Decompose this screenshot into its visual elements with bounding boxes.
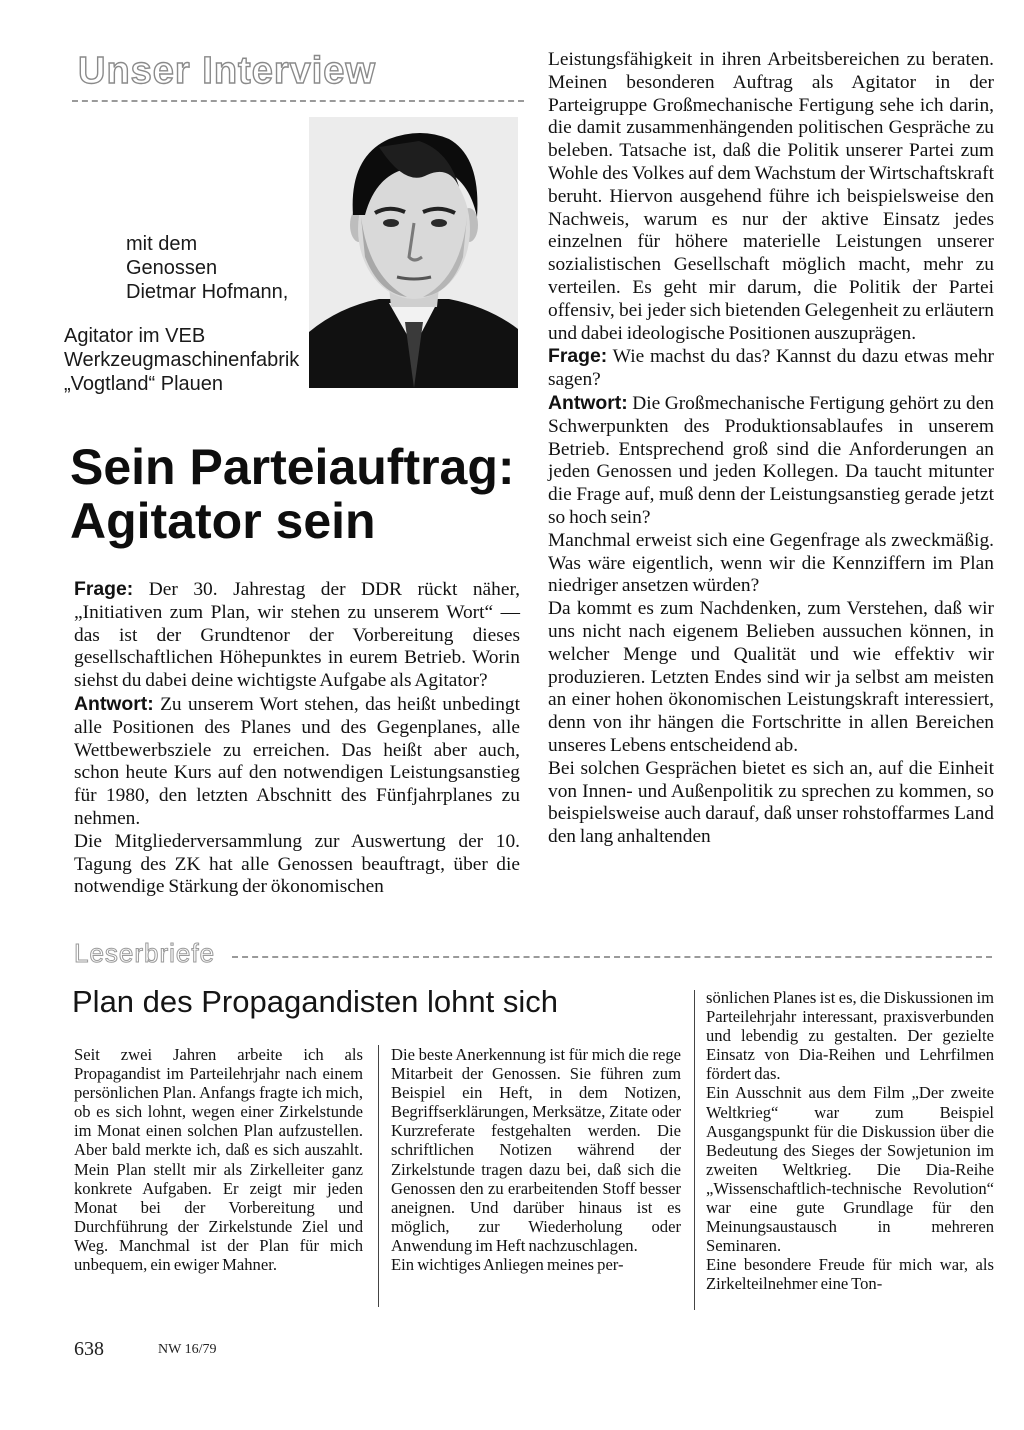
section-rule — [72, 100, 524, 102]
section-kicker-letters: Leserbriefe — [74, 938, 216, 968]
paragraph-text: Die Großmechanische Fertigung gehört zu den Schwerpunkten des Produktionsablaufes in unserem Betrieb. Entsprechend groß sind die Anforderungen an jeden Genossen und jeden Kollegen. Da taucht mitunter die Frage auf, muß denn der Leistungsanstieg gerade jetzt so hoch sein? — [548, 392, 994, 528]
column-divider — [378, 1045, 379, 1307]
paragraph-text: Wie machst du das? Kannst du dazu etwas mehr sagen? — [548, 346, 994, 391]
portrait-image — [309, 117, 518, 388]
issue-label: NW 16/79 — [158, 1342, 217, 1357]
interview-paragraph — [548, 598, 994, 758]
section-rule — [232, 956, 992, 958]
column-divider — [694, 990, 695, 1310]
letters-headline: Plan des Propagandisten lohnt sich — [72, 984, 558, 1019]
interview-paragraph — [548, 392, 994, 530]
paragraph-text: Zu unserem Wort stehen, das heißt unbedingt alle Positionen des Planes und des Gegenplanes, alle Wettbewerbsziele zu erreichen. Das heißt aber auch, schon heute Kurs auf den notwendigen Leistungsanstieg für 1980, den letzten Abschnitt des Fünfjahrplanes zu nehmen. — [74, 693, 520, 829]
interview-column-a — [74, 578, 520, 899]
interview-paragraph — [74, 578, 520, 693]
portrait-photo — [309, 117, 518, 388]
interview-paragraph — [74, 693, 520, 831]
page-number: 638 — [74, 1338, 104, 1360]
paragraph-text: Manchmal erweist sich eine Gegenfrage als zweckmäßig. Was wäre eigentlich, wenn wir die Kennziffern im Plan niedriger ansetzen würden? — [548, 529, 994, 597]
interview-paragraph — [548, 758, 994, 849]
paragraph-text: Die Mitgliederversammlung zur Auswertung der 10. Tagung des ZK hat alle Genossen beauftragt, über die notwendige Stärkung der ökonomischen — [74, 830, 520, 898]
interview-column-b — [548, 49, 994, 849]
answer-label: Antwort: — [548, 391, 628, 414]
section-kicker-interview: Unser Interview — [78, 50, 376, 92]
letter-column-3: sönlichen Planes ist es, die Diskussionen im Parteilehrjahr interessant, praxisverbunden und lebendig zu gestalten. Der gezielte Einsatz von Dia-Reihen und Lehrfilmen fördert das. Ein Ausschnit aus dem Film „Der zweite Weltkrieg“ war zum Beispiel Ausgangspunkt für die Diskussion über die Bedeutung des Sieges der Sowjetunion im zweiten Weltkrieg. Die Dia-Reihe „Wissenschaftlich-technische Revolution“ war eine gute Grundlage für den Meinungsaustausch in mehreren Seminaren. Eine besondere Freude für mich war, als Zirkelteilnehmer eine Ton- — [706, 988, 994, 1294]
interview-headline: Sein Parteiauftrag: Agitator sein — [70, 439, 515, 549]
question-label: Frage: — [74, 578, 134, 600]
question-label: Frage: — [548, 345, 608, 368]
answer-label: Antwort: — [74, 692, 154, 715]
interview-paragraph — [548, 49, 994, 345]
letter-column-1: Seit zwei Jahren arbeite ich als Propagandist im Parteilehrjahr nach einem persönlichen Plan. Anfangs fragte ich mich, ob es sich lohnt, wegen einer Zirkelstunde im Monat einen solchen Plan aufzustellen. Aber bald merkte ich, daß es sich auszahlt. Mein Plan stellt mir als Zirkelleiter ganz konkrete Aufgaben. Er zeigt mir jeden Monat bei der Vorbereitung und Durchführung der Zirkelstunde Ziel und Weg. Manchmal ist der Plan für mich unbequem, ein ewiger Mahner. — [74, 1045, 363, 1275]
letter-column-2: Die beste Anerkennung ist für mich die rege Mitarbeit der Genossen. Sie führen zum Beispiel ein Heft, in dem Notizen, Begriffserklärungen, Merksätze, Zitate oder Kurzreferate festgehalten werden. Die schriftlichen Notizen während der Zirkelstunde tragen dazu bei, daß sich die Genossen den zu erarbeitenden Stoff besser aneignen. Und darüber hinaus ist es möglich, zur Wiederholung oder Anwendung im Heft nachzuschlagen. Ein wichtiges Anliegen meines per- — [391, 1045, 681, 1275]
paragraph-text: Der 30. Jahrestag der DDR rückt näher, „Initiativen zum Plan, wir stehen zu unserem Wort“ — das ist der Grundtenor der Vorbereitung dieses gesellschaftlichen Höhepunktes in eurem Betrieb. Worin siehst du dabei deine wichtigste Aufgabe als Agitator? — [74, 579, 520, 692]
interview-paragraph — [548, 530, 994, 598]
paragraph-text: Bei solchen Gesprächen bietet es sich an, auf die Einheit von Innen- und Außenpolitik zu sprechen zu kommen, so beispielsweise auch darauf, daß unser rohstoffarmes Land den lang anhaltenden — [548, 757, 994, 848]
paragraph-text: Leistungsfähigkeit in ihren Arbeitsbereichen zu beraten. Meinen besonderen Auftrag als Agitator in der Parteigruppe Großmechanische Fertigung sehe ich darin, die damit zusammenhängenden politischen Gespräche zu beleben. Tatsache ist, daß die Politik unserer Partei zum Wohle des Volkes auf dem Wachstum der Wirtschaftskraft beruht. Hiervon ausgehend führe ich beispielsweise den Nachweis, warum es nur der aktive Einsatz jedes einzelnen für höhere materielle Leistungen unserer sozialistischen Gesellschaft möglich macht, mehr zu verteilen. Es geht mir darum, die Politik der Partei offensiv, bei jeder sich bietenden Gelegenheit zu erläutern und dabei ideologische Positionen auszuprägen. — [548, 49, 994, 344]
interview-intro-name: mit dem Genossen Dietmar Hofmann, — [126, 233, 289, 303]
paragraph-text: Da kommt es zum Nachdenken, zum Verstehen, daß wir uns nicht nach eigenem Belieben aussuchen können, in welcher Menge und Qualität und wie effektiv wir produzieren. Letzten Endes sind wir ja selbst am meisten an einer hohen ökonomischen Leistungskraft interessiert, denn von ihr hängen die Fortschritte in allen Bereichen unseres Lebens entscheidend ab. — [548, 598, 994, 756]
interview-intro-role: Agitator im VEB Werkzeugmaschinenfabrik „Vogtland“ Plauen — [64, 325, 300, 395]
interview-paragraph — [548, 345, 994, 392]
interview-paragraph — [74, 831, 520, 899]
